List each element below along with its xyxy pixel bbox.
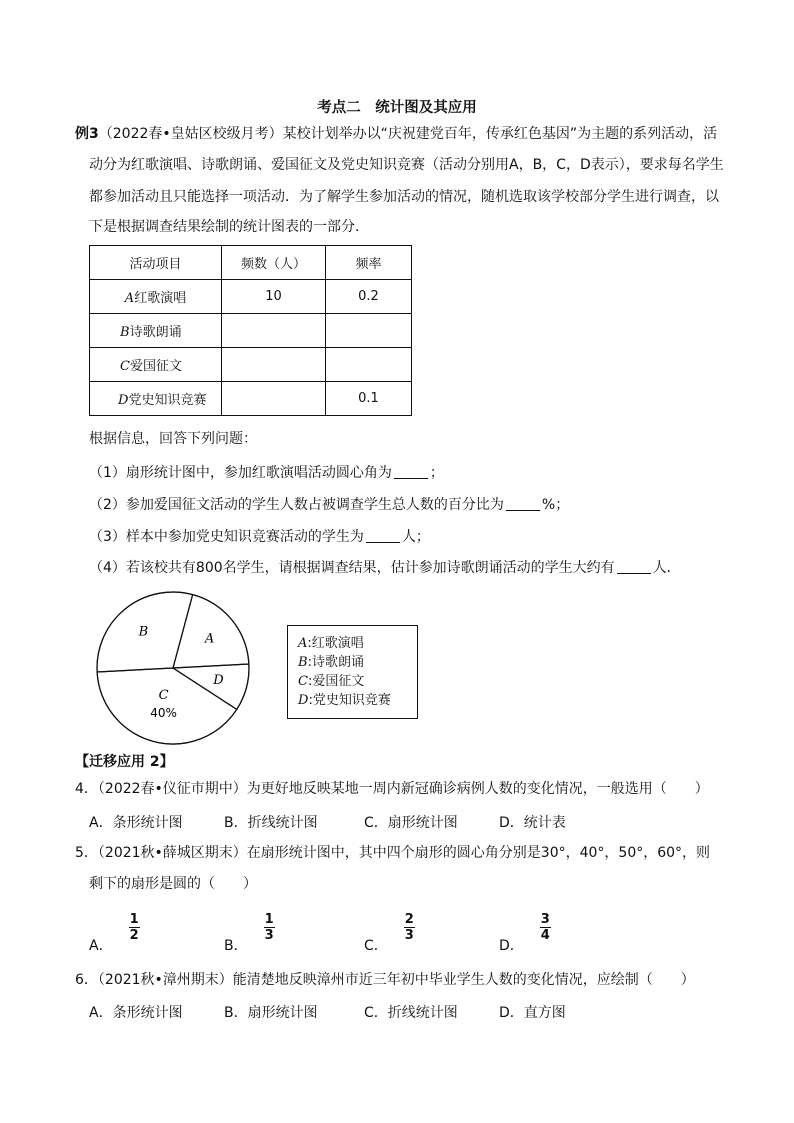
count-cell: 10 [222, 280, 326, 314]
table-row [90, 348, 412, 382]
table-header: 频数（人） [222, 246, 326, 280]
table-row [90, 382, 412, 416]
example-label: 例3 [75, 126, 99, 142]
option-a[interactable]: A． $\frac{1}{2}$ [89, 912, 139, 954]
transfer-heading: 【迁移应用 2】 [75, 754, 174, 770]
answer-blank[interactable] [394, 464, 428, 479]
pie-chart [92, 590, 262, 750]
table-header-row [90, 246, 412, 280]
count-cell [222, 348, 326, 382]
pie-label-d: D [213, 673, 224, 689]
table-header: 频率 [326, 246, 412, 280]
example-line-2: 动分为红歌演唱、诗歌朗诵、爱国征文及党史知识竞赛（活动分别用A，B，C，D表示），要求每名学生 [89, 157, 724, 173]
option-c[interactable]: C．扇形统计图 [364, 815, 458, 831]
legend-item-d: D:党史知识竞赛 [298, 693, 391, 708]
pie-label-a: A [204, 631, 215, 647]
answer-blank[interactable] [506, 496, 540, 511]
activity-cell: D党史知识竞赛 [90, 382, 222, 416]
questions-intro: 根据信息，回答下列问题： [89, 431, 257, 447]
question-2: （2）参加爱国征文活动的学生人数占被调查学生总人数的百分比为 %； [89, 497, 570, 513]
legend-item-b: B:诗歌朗诵 [298, 655, 364, 670]
section-title: 考点二 统计图及其应用 [317, 100, 477, 116]
freq-cell [326, 314, 412, 348]
pie-label-b: B [138, 624, 149, 640]
question-4: （4）若该校共有800名学生，请根据调查结果，估计参加诗歌朗诵活动的学生大约有 人． [89, 560, 681, 576]
legend-item-a: A:红歌演唱 [298, 636, 364, 651]
freq-cell: 0.1 [326, 382, 412, 416]
count-cell [222, 382, 326, 416]
pie-legend [287, 625, 418, 719]
option-d[interactable]: D． $\frac{3}{4}$ [499, 912, 550, 954]
option-c[interactable]: C．折线统计图 [364, 1005, 458, 1021]
frequency-table [89, 245, 412, 416]
pie-label-c: C [158, 688, 169, 704]
question-4-stem: 4．（2022春•仪征市期中）为更好地反映某地一周内新冠确诊病例人数的变化情况，一般选用（ ） [75, 781, 709, 797]
option-d[interactable]: D．直方图 [499, 1005, 566, 1021]
activity-cell: B诗歌朗诵 [90, 314, 222, 348]
option-a[interactable]: A．条形统计图 [89, 1005, 183, 1021]
activity-cell: A红歌演唱 [90, 280, 222, 314]
table-row [90, 314, 412, 348]
option-c[interactable]: C． $\frac{2}{3}$ [364, 912, 414, 954]
answer-blank[interactable] [366, 528, 400, 543]
option-b[interactable]: B．扇形统计图 [224, 1005, 318, 1021]
freq-cell: 0.2 [326, 280, 412, 314]
question-1: （1）扇形统计图中，参加红歌演唱活动圆心角为 ； [89, 465, 444, 481]
example-line-3: 都参加活动且只能选择一项活动．为了解学生参加活动的情况，随机选取该学校部分学生进行调查，以 [89, 189, 719, 205]
question-5-stem-line-1: 5．（2021秋•薛城区期末）在扇形统计图中，其中四个扇形的圆心角分别是30°，40°，50°，60°，则 [75, 845, 711, 861]
activity-cell: C爱国征文 [90, 348, 222, 382]
option-b[interactable]: B．折线统计图 [224, 815, 318, 831]
option-d[interactable]: D．统计表 [499, 815, 566, 831]
pie-percent-label: 40% [150, 706, 177, 721]
count-cell [222, 314, 326, 348]
question-3: （3）样本中参加党史知识竞赛活动的学生为 人； [89, 529, 430, 545]
example-line-4: 下是根据调查结果绘制的统计图表的一部分． [89, 219, 369, 235]
question-5-stem-line-2: 剩下的扇形是圆的（ ） [89, 876, 257, 892]
question-6-stem: 6．（2021秋•漳州期末）能清楚地反映漳州市近三年初中毕业学生人数的变化情况，应绘制（ ） [75, 972, 695, 988]
table-row [90, 280, 412, 314]
option-a[interactable]: A．条形统计图 [89, 815, 183, 831]
freq-cell [326, 348, 412, 382]
answer-blank[interactable] [617, 559, 651, 574]
legend-item-c: C:爱国征文 [298, 674, 365, 689]
example-line-1: 例3（2022春•皇姑区校级月考）某校计划举办以“庆祝建党百年，传承红色基因”为主题的系列活动，活 [75, 126, 718, 142]
table-header: 活动项目 [90, 246, 222, 280]
option-b[interactable]: B． $\frac{1}{3}$ [224, 912, 274, 954]
